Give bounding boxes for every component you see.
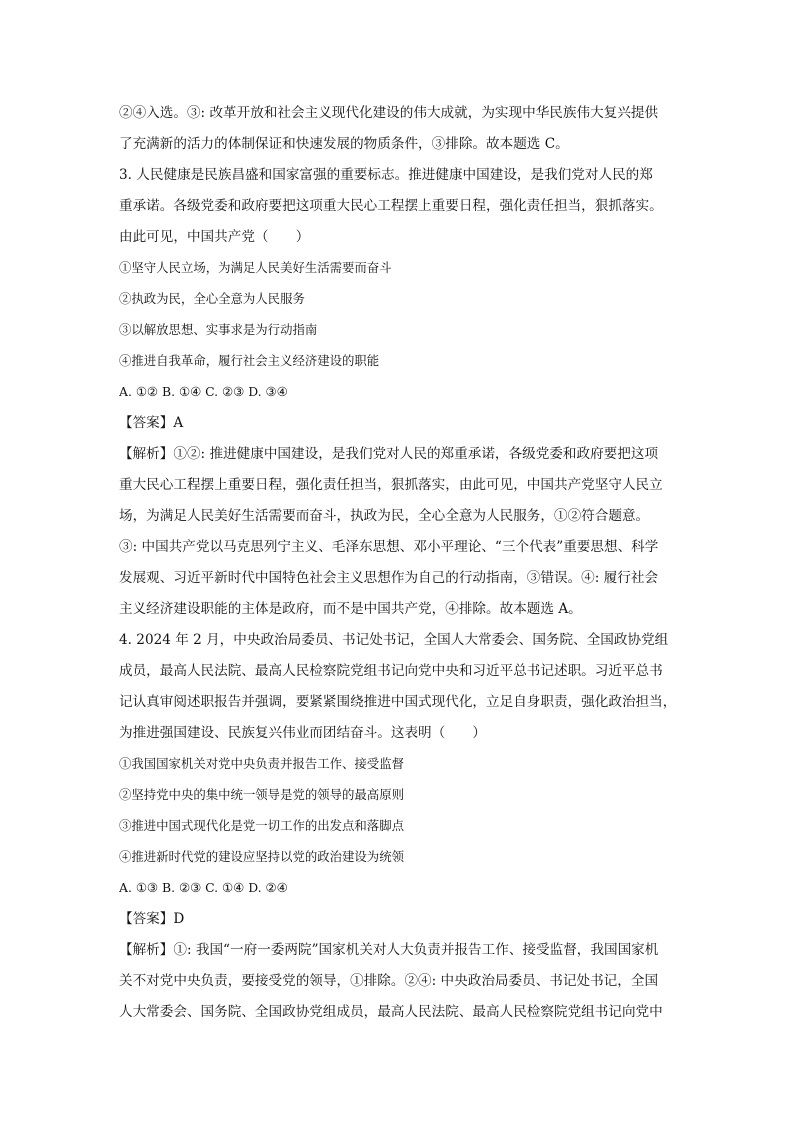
text-line: 人大常委会、国务院、全国政协党组成员，最高人民法院、最高人民检察院党组书记向党中 (119, 1004, 663, 1020)
answer-choices: A. ①② B. ①④ C. ②③ D. ③④ (119, 384, 288, 399)
answer-label: 【答案】A (119, 415, 184, 431)
option-statement: ①坚守人民立场，为满足人民美好生活需要而奋斗 (119, 260, 392, 275)
text-line: 记认真审阅述职报告并强调，要紧紧围绕推进中国式现代化，立足自身职责，强化政治担当， (119, 694, 677, 710)
text-line: 为推进强国建设、民族复兴伟业而团结奋斗。这表明（ ） (119, 725, 487, 741)
text-line: 成员，最高人民法院、最高人民检察院党组书记向党中央和习近平总书记述职。习近平总书 (119, 663, 663, 679)
option-statement: ②坚持党中央的集中统一领导是党的领导的最高原则 (119, 787, 404, 802)
text-line: ②④入选。③: 改革开放和社会主义现代化建设的伟大成就，为实现中华民族伟大复兴提供 (119, 105, 659, 121)
text-line: 重承诺。各级党委和政府要把这项重大民心工程摆上重要日程，强化责任担当，狠抓落实。 (119, 198, 663, 214)
option-statement: ②执政为民，全心全意为人民服务 (119, 291, 305, 306)
answer-choices: A. ①③ B. ②③ C. ①④ D. ②④ (119, 880, 288, 895)
answer-label: 【答案】D (119, 911, 185, 927)
text-line: 由此可见，中国共产党（ ） (119, 229, 310, 245)
option-statement: ④推进自我革命，履行社会主义经济建设的职能 (119, 353, 380, 368)
text-line: ③: 中国共产党以马克思列宁主义、毛泽东思想、邓小平理论、“三个代表”重要思想、科学 (119, 539, 659, 555)
question-3-stem: 3. 人民健康是民族昌盛和国家富强的重要标志。推进健康中国建设，是我们党对人民的郑 (119, 167, 653, 183)
option-statement: ③以解放思想、实事求是为行动指南 (119, 322, 318, 337)
text-line: 关不对党中央负责，要接受党的领导，①排除。②④: 中央政治局委员、书记处书记，全国 (119, 973, 659, 989)
text-line: 发展观、习近平新时代中国特色社会主义思想作为自己的行动指南，③错误。④: 履行社会 (119, 570, 659, 586)
option-statement: ④推进新时代党的建设应坚持以党的政治建设为统领 (119, 849, 404, 864)
analysis-text: 【解析】①: 我国“一府一委两院”国家机关对人大负责并报告工作、接受监督，我国国家机 (119, 942, 659, 958)
text-line: 重大民心工程摆上重要日程，强化责任担当，狠抓落实，由此可见，中国共产党坚守人民立 (119, 477, 663, 493)
text-line: 场，为满足人民美好生活需要而奋斗，执政为民，全心全意为人民服务，①②符合题意。 (119, 508, 650, 524)
text-line: 了充满新的活力的体制保证和快速发展的物质条件，③排除。故本题选 C。 (119, 136, 569, 152)
option-statement: ③推进中国式现代化是党一切工作的出发点和落脚点 (119, 818, 404, 833)
option-statement: ①我国国家机关对党中央负责并报告工作、接受监督 (119, 756, 404, 771)
question-4-stem: 4. 2024 年 2 月，中央政治局委员、书记处书记，全国人大常委会、国务院、全国政协党组 (119, 632, 669, 648)
text-line: 主义经济建设职能的主体是政府，而不是中国共产党，④排除。故本题选 A。 (119, 601, 582, 617)
analysis-text: 【解析】①②: 推进健康中国建设，是我们党对人民的郑重承诺，各级党委和政府要把这项 (119, 446, 659, 462)
